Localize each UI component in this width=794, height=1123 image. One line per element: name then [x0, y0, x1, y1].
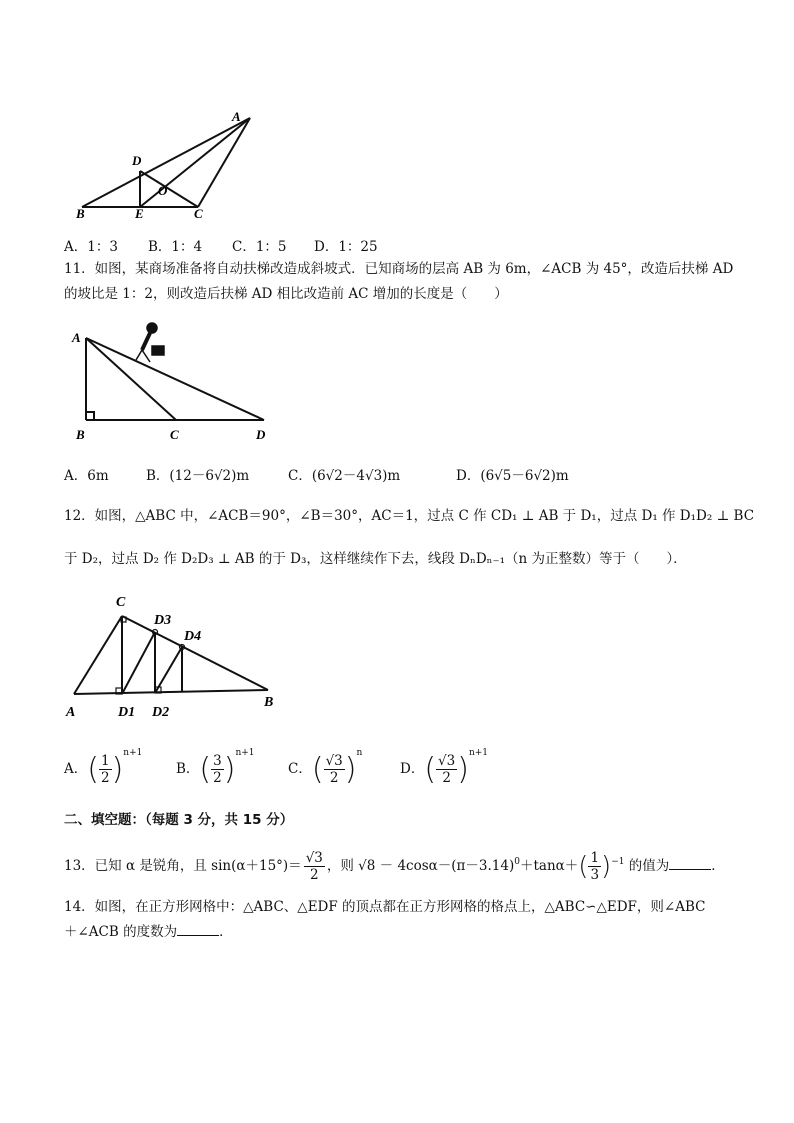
- q13-part3: ＋tanα＋: [519, 858, 579, 874]
- q10-figure: [60, 105, 260, 225]
- q12-label-B: B: [264, 695, 274, 710]
- q14-line2-pre: ＋∠ACB 的度数为: [64, 924, 178, 940]
- q13-exp0: 0: [514, 857, 520, 867]
- q13-end: ．: [711, 858, 725, 874]
- q12-option-a-den: 2: [100, 770, 110, 786]
- q12-label-D4: D4: [184, 629, 202, 644]
- q12-option-a-label: A．: [64, 761, 88, 777]
- q12-option-c[interactable]: C．( $\frac{√3}{2}$ )$^n$: [288, 748, 363, 787]
- q10-option-b[interactable]: B．1：4: [148, 239, 203, 255]
- q11-label-C: C: [170, 427, 179, 442]
- q12-option-c-label: C．: [288, 761, 312, 777]
- q11-option-a[interactable]: A．6m: [64, 468, 109, 484]
- q12-text-line1: 12．如图，△ABC 中，∠ACB＝90°，∠B＝30°，AC＝1，过点 C 作 CD₁ ⊥ AB 于 D₁，过点 D₁ 作 D₁D₂ ⊥ BC: [64, 508, 755, 524]
- q12-option-b[interactable]: B．( $\frac{3}{2}$ )$^{n+1}$: [176, 748, 255, 787]
- q12-text-line2: 于 D₂，过点 D₂ 作 D₂D₃ ⊥ AB 的于 D₃，这样继续作下去，线段 DₙDₙ₋₁（n 为正整数）等于（ ）．: [64, 551, 687, 567]
- person-silhouette: [136, 323, 164, 362]
- q13-answer-blank[interactable]: [669, 857, 711, 870]
- q12-label-D1: D1: [118, 705, 136, 720]
- q12-option-b-exp: n+1: [235, 748, 255, 758]
- q10-option-d[interactable]: D．1：25: [314, 239, 378, 255]
- q13-part2: ，则 √8 － 4cosα－(π－3.14): [326, 858, 515, 874]
- q11-option-c[interactable]: C．(6√2－4√3)m: [288, 468, 401, 484]
- q14-text-line1: 14．如图，在正方形网格中：△ABC、△EDF 的顶点都在正方形网格的格点上，△ABC∽△EDF，则∠ABC: [64, 899, 706, 915]
- q12-option-d-num: √3: [438, 753, 456, 769]
- q10-label-C: C: [194, 206, 203, 221]
- q12-option-c-exp: n: [356, 748, 363, 758]
- q13-frac2-num: 1: [590, 850, 600, 866]
- q13-exp1: −1: [611, 857, 625, 867]
- q12-label-A: A: [66, 705, 76, 720]
- q13-frac2-den: 3: [590, 867, 600, 883]
- q12-option-a[interactable]: A．( $\frac{1}{2}$ )$^{n+1}$: [64, 748, 143, 787]
- q13-part1: 13．已知 α 是锐角，且 sin(α＋15°)＝: [64, 858, 302, 874]
- q12-option-d-label: D．: [400, 761, 425, 777]
- q12-option-c-num: √3: [325, 753, 343, 769]
- q10-label-E: E: [135, 206, 144, 221]
- q11-option-b[interactable]: B．(12－6√2)m: [146, 468, 250, 484]
- section-title-fill-in: 二、填空题：（每题 3 分，共 15 分）: [64, 812, 294, 828]
- q14-line2-end: ．: [219, 924, 233, 940]
- q10-option-c[interactable]: C．1：5: [232, 239, 287, 255]
- q12-option-b-den: 2: [213, 770, 222, 786]
- q12-option-b-num: 3: [213, 753, 222, 769]
- q12-figure: [60, 592, 290, 722]
- q12-label-C: C: [116, 595, 126, 610]
- q12-option-d-den: 2: [442, 770, 451, 786]
- q13-part4: 的值为: [624, 858, 670, 874]
- q14-answer-blank[interactable]: [177, 923, 219, 936]
- q12-option-a-num: 1: [100, 753, 110, 769]
- q11-text-line1: 11．如图，某商场准备将自动扶梯改造成斜坡式．已知商场的层高 AB 为 6m，∠ACB 为 45°，改造后扶梯 AD: [64, 261, 734, 277]
- q12-option-b-label: B．: [176, 761, 200, 777]
- q10-option-a[interactable]: A．1：3: [64, 239, 118, 255]
- q12-option-c-den: 2: [329, 770, 339, 786]
- q10-label-O: O: [158, 183, 168, 198]
- q10-label-B: B: [76, 206, 85, 221]
- q13-frac-den: 2: [309, 867, 319, 883]
- q11-label-A: A: [72, 330, 81, 345]
- q13-frac-num: √3: [305, 850, 323, 866]
- q10-label-A: A: [232, 109, 241, 124]
- q11-label-D: D: [256, 427, 266, 442]
- q12-option-d[interactable]: D．( $\frac{√3}{2}$ )$^{n+1}$: [400, 748, 489, 787]
- q12-option-d-exp: n+1: [468, 748, 489, 758]
- q10-label-D: D: [132, 153, 142, 168]
- q12-label-D2: D2: [152, 705, 170, 720]
- q14-text-line2: [64, 922, 233, 942]
- q13-text: 13．已知 α 是锐角，且 sin(α＋15°)＝ $\frac{√3}{2}$ ，则 $√8 - 4\cos\alpha-(\pi-3.14)^0+\tan\alpha+$( $\frac{1}{3}$ )$^{-1}$ 的值为 ．: [64, 850, 725, 883]
- q11-figure: [66, 318, 276, 448]
- q11-text-line2: 的坡比是 1：2，则改造后扶梯 AD 相比改造前 AC 增加的长度是（ ）: [64, 286, 508, 302]
- q12-label-D3: D3: [154, 613, 172, 628]
- q11-label-B: B: [76, 427, 85, 442]
- q11-option-d[interactable]: D．(6√5－6√2)m: [456, 468, 569, 484]
- q12-option-a-exp: n+1: [123, 748, 143, 758]
